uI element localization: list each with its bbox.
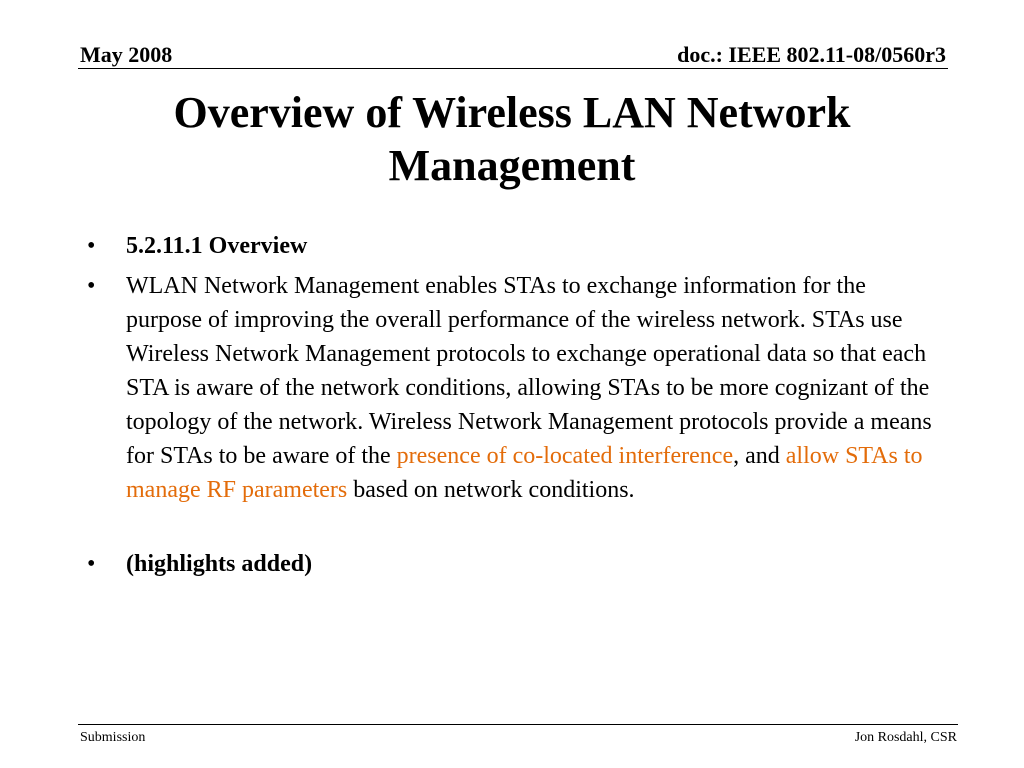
slide-title-line1: Overview of Wireless LAN Network <box>173 88 851 137</box>
slide-title-line2: Management <box>388 141 636 190</box>
description-text-part1: WLAN Network Management enables STAs to exchange information for the purpose of improving the overall performance of the wireless network. STAs use Wireless Network Management protocols to exchange operational data so that each STA is aware of the network conditions, allowing STAs to be more cognizant of the topology of the network. Wireless Network Management protocols provide a means for STAs to be aware of the <box>126 273 932 469</box>
bullet-note <box>85 547 935 581</box>
section-heading: 5.2.11.1 Overview <box>126 233 308 259</box>
footer-author: Jon Rosdahl, CSR <box>854 730 957 745</box>
description-text-part2: , and <box>733 443 786 469</box>
bullet-mark: • <box>87 273 96 299</box>
bullet-mark: • <box>87 551 96 577</box>
highlight-interference: presence of co-located interference <box>396 443 734 469</box>
header-date: May 2008 <box>80 42 173 67</box>
highlights-note: (highlights added) <box>126 551 313 577</box>
bullet-mark: • <box>87 233 96 259</box>
header-divider <box>78 68 948 69</box>
slide-title <box>80 86 944 192</box>
bullet-section-heading <box>85 229 935 263</box>
highlight-rf-parameters: allow STAs to manage RF parameters <box>126 443 923 503</box>
bullet-list <box>85 229 935 587</box>
footer-divider <box>78 724 958 725</box>
header-doc-id: doc.: IEEE 802.11-08/0560r3 <box>677 42 946 67</box>
description-text-part3: based on network conditions. <box>347 477 635 503</box>
footer-submission: Submission <box>80 730 146 745</box>
bullet-description <box>85 269 935 507</box>
